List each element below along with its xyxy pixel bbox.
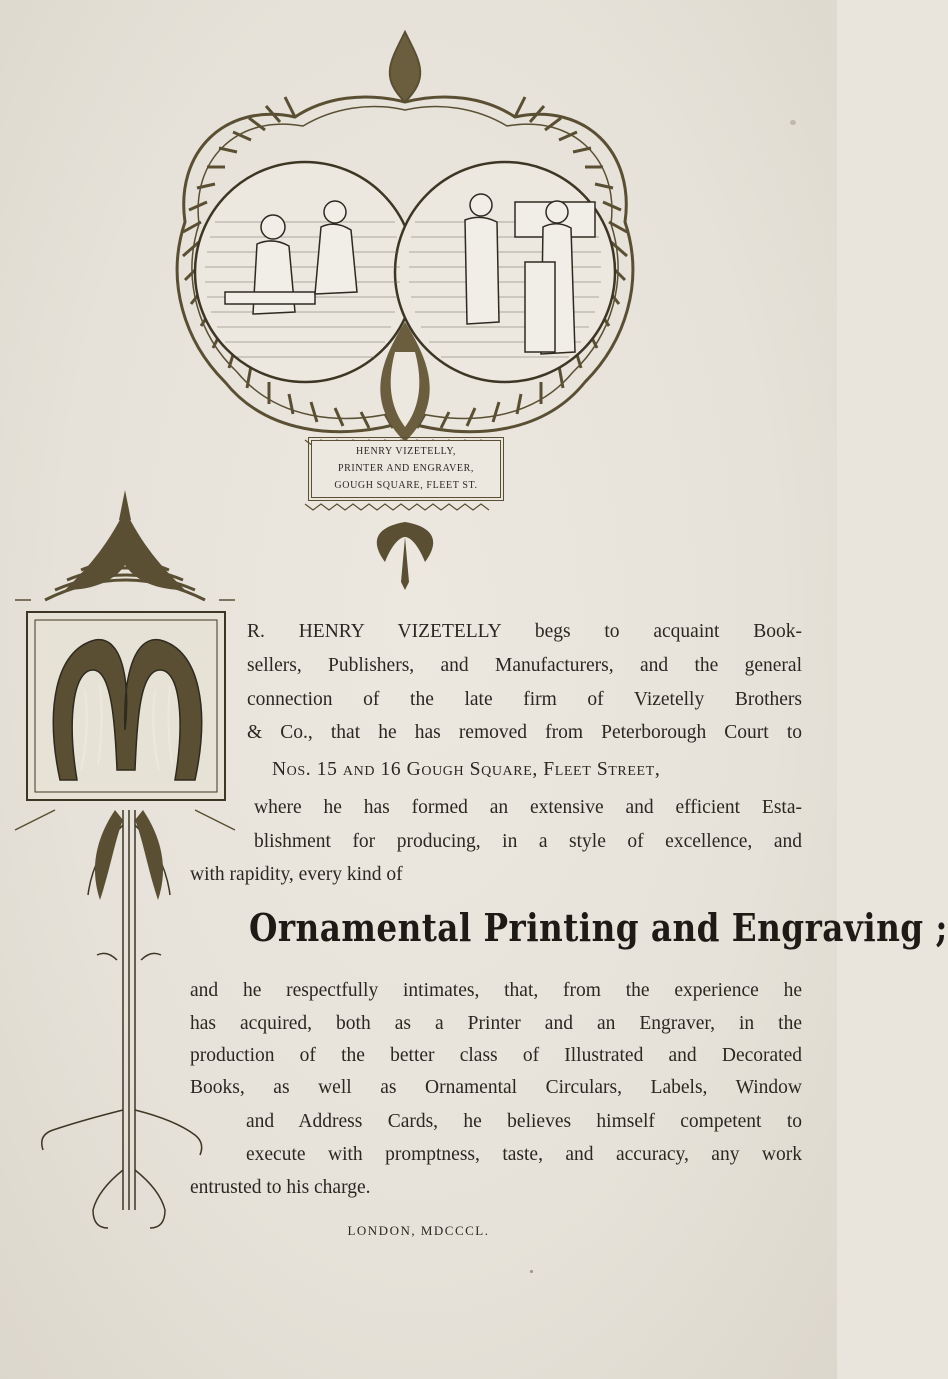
body-line: and he respectfully intimates, that, from the experience he [190,980,802,1001]
body-line: with rapidity, every kind of [190,864,403,885]
body-line: where he has formed an extensive and efficient Esta- [254,797,802,818]
body-line: blishment for producing, in a style of excellence, and [254,831,802,852]
body-line: sellers, Publishers, and Manufacturers, and the general [247,655,802,676]
paper-stain [790,120,796,125]
address-line: Nos. 15 and 16 Gough Square, Fleet Street, [272,759,661,780]
body-line: entrusted to his charge. [190,1177,371,1198]
body-line: has acquired, both as a Printer and an Engraver, in the [190,1013,802,1034]
caption-line: GOUGH SQUARE, FLEET ST. [334,480,478,491]
body-line: connection of the late firm of Vizetelly Brothers [247,689,802,710]
caption-line: HENRY VIZETELLY, [355,446,457,457]
imprint-line: LONDON, MDCCCL. [347,1223,490,1238]
paper-speck [530,1270,533,1273]
body-line: & Co., that he has removed from Peterborough Court to [247,722,802,743]
caption-line: PRINTER AND ENGRAVER, [337,463,475,474]
body-line: execute with promptness, taste, and accuracy, any work [246,1144,802,1165]
headline-ornamental-printing: Ornamental Printing and Engraving ; [249,905,948,950]
body-line: production of the better class of Illustrated and Decorated [190,1045,802,1066]
body-line: R. HENRY VIZETELLY begs to acquaint Book- [247,621,802,642]
body-line: and Address Cards, he believes himself competent to [246,1111,802,1132]
body-line: Books, as well as Ornamental Circulars, Labels, Window [190,1077,802,1098]
